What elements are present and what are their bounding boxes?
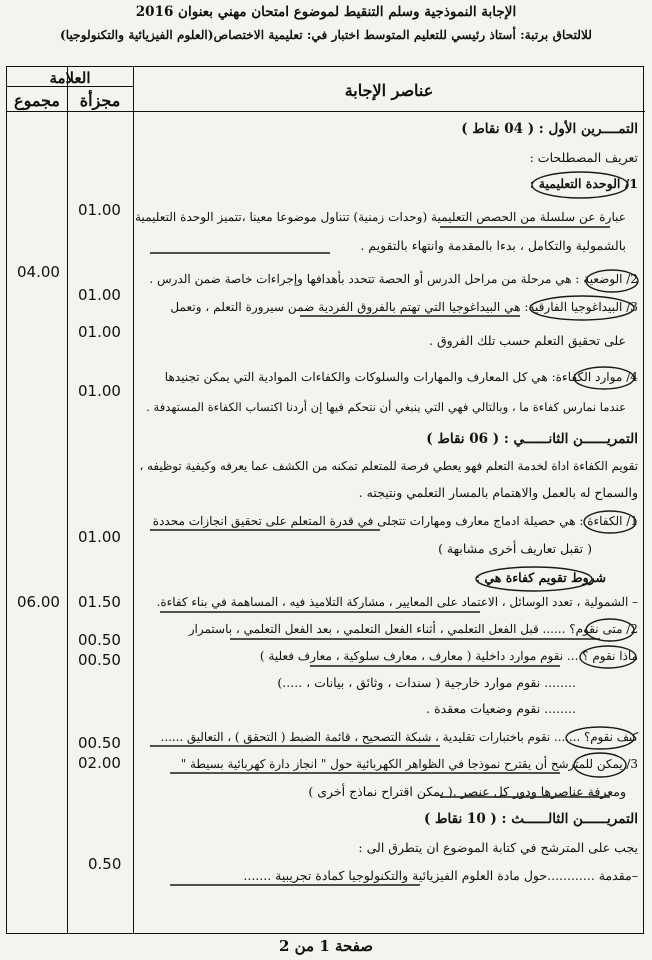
partial-score: 00.50	[78, 734, 121, 752]
answer-line: تقويم الكفاءة اداة لخدمة التعلم فهو يعطي فرصة للمتعلم تمكنه من الكشف عما يعرفه وكيفية توظيفه ،	[139, 459, 638, 473]
answer-line: بالشمولية والتكامل ، بدءا بالمقدمة وانتهاء بالتقويم .	[360, 238, 626, 253]
answer-table	[6, 66, 644, 934]
answer-line: 4/ موارد الكفاءة: هي كل المعارف والمهارات والسلوكات والكفاءات الموادية التي يمكن تجنيدها	[164, 370, 638, 384]
answer-line: على تحقيق التعلم حسب تلك الفروق .	[429, 333, 626, 348]
exercise-1-title: التمــــرين الأول : ( 04 نقاط )	[461, 121, 638, 137]
partial-score: 01.00	[78, 323, 121, 341]
answer-line: ........ نقوم موارد خارجية ( سندات ، وثائق ، بيانات ، .....)	[277, 675, 576, 690]
answer-line: –مقدمة ............حول مادة العلوم الفيزيائية والتكنولوجيا كمادة تجريبية .......	[243, 868, 638, 883]
answer-line: 2/ الوضعية : هي مرحلة من مراحل الدرس أو الحصة تتحدد بأهدافها وإجراءات خاصة ضمن الدرس .	[149, 272, 638, 286]
partial-score: 02.00	[78, 754, 121, 772]
answer-line: تعريف المصطلحات :	[529, 150, 638, 165]
answer-line: ماذا نقوم ؟.... نقوم موارد داخلية ( معارف ، معارف سلوكية ، معارف فعلية )	[259, 649, 638, 663]
answer-line: ........ نقوم وضعيات معقدة .	[426, 701, 576, 716]
partial-score: 01.00	[78, 286, 121, 304]
answer-line: 3/ البيداغوجيا الفارقية: هي البيداغوجيا التي تهتم بالفروق الفردية ضمن سيرورة التعلم ، وتعمل	[170, 300, 638, 314]
partial-score: 01.50	[78, 593, 121, 611]
partial-score: 01.00	[78, 528, 121, 546]
exercise-3-title: التمريــــــن الثالــــــث : ( 10 نقاط )	[423, 811, 638, 827]
answer-line: كيف نقوم؟ ....... نقوم باختبارات تقليدية ، شبكة التصحيح ، قائمة الضبط ( التحقق ) ، التعاليق ......	[160, 730, 638, 744]
answer-line: ومعرفة عناصرها ودور كل عنصر .( يمكن اقتراح نماذج أخرى )	[308, 784, 626, 799]
page-number: صفحة 1 من 2	[278, 937, 374, 955]
partial-header: مجزأة	[79, 91, 121, 110]
answer-line: 1/ الوحدة التعليمية :	[529, 176, 638, 191]
answer-line: والسماح له بالعمل والاهتمام بالمسار التعلمي ونتيجته .	[358, 485, 638, 500]
total-header: مجموع	[14, 91, 60, 110]
partial-score: 00.50	[78, 631, 121, 649]
answer-line: – الشمولية ، تعدد الوسائل ، الاعتماد على المعايير ، مشاركة التلاميذ فيه ، المساهمة في بناء كفاءة.	[156, 595, 638, 609]
partial-score: 01.00	[78, 201, 121, 219]
partial-score: 0.50	[88, 855, 122, 873]
document-subtitle: للالتحاق برتبة: أستاذ رئيسي للتعليم المتوسط اختبار في: تعليمية الاختصاص(العلوم الفيزيائية والتكنولوجيا)	[60, 28, 592, 42]
answer-line: عندما نمارس كفاءة ما ، وبالتالي فهي التي ينبغي أن نتحكم فيها إن أردنا اكتساب الكفاءة المستهدفة .	[146, 400, 626, 414]
answer-header: عناصر الإجابة	[344, 81, 434, 100]
divider-total	[67, 67, 68, 933]
total-score: 06.00	[17, 593, 60, 611]
exercise-2-title: التمريــــــن الثانــــــي : ( 06 نقاط )	[426, 431, 638, 447]
answer-line: 2/ متى نقوم؟ ...... قبل الفعل التعلمي ، أثناء الفعل التعلمي ، بعد الفعل التعلمي ، باستمرار	[188, 622, 638, 636]
answer-line: 1/ الكفاءة : هي حصيلة ادماج معارف ومهارات تتجلى في قدرة المتعلم على تحقيق انجازات محددة	[152, 514, 638, 528]
divider-partial	[133, 67, 134, 933]
answer-line: ( تقبل تعاريف أخرى مشابهة )	[438, 541, 592, 556]
document-title: الإجابة النموذجية وسلم التنقيط لموضوع امتحان مهني بعنوان 2016	[135, 4, 517, 20]
grade-header: العلامة	[49, 69, 91, 87]
answer-line: عبارة عن سلسلة من الحصص التعليمية (وحدات زمنية) تتناول موضوعا معينا ،تتميز الوحدة التعليمية	[134, 210, 626, 224]
partial-score: 00.50	[78, 651, 121, 669]
answer-line: يجب على المترشح في كتابة الموضوع ان يتطرق الى :	[358, 840, 638, 855]
answer-line: شروط تقويم كفاءة هي :	[475, 570, 606, 585]
answer-line: 3/ يمكن للمترشح أن يقترح نموذجا في الظواهر الكهربائية حول " انجاز دارة كهربائية بسيطة "	[180, 757, 638, 771]
header-rule	[7, 111, 645, 112]
partial-score: 01.00	[78, 382, 121, 400]
total-score: 04.00	[17, 263, 60, 281]
